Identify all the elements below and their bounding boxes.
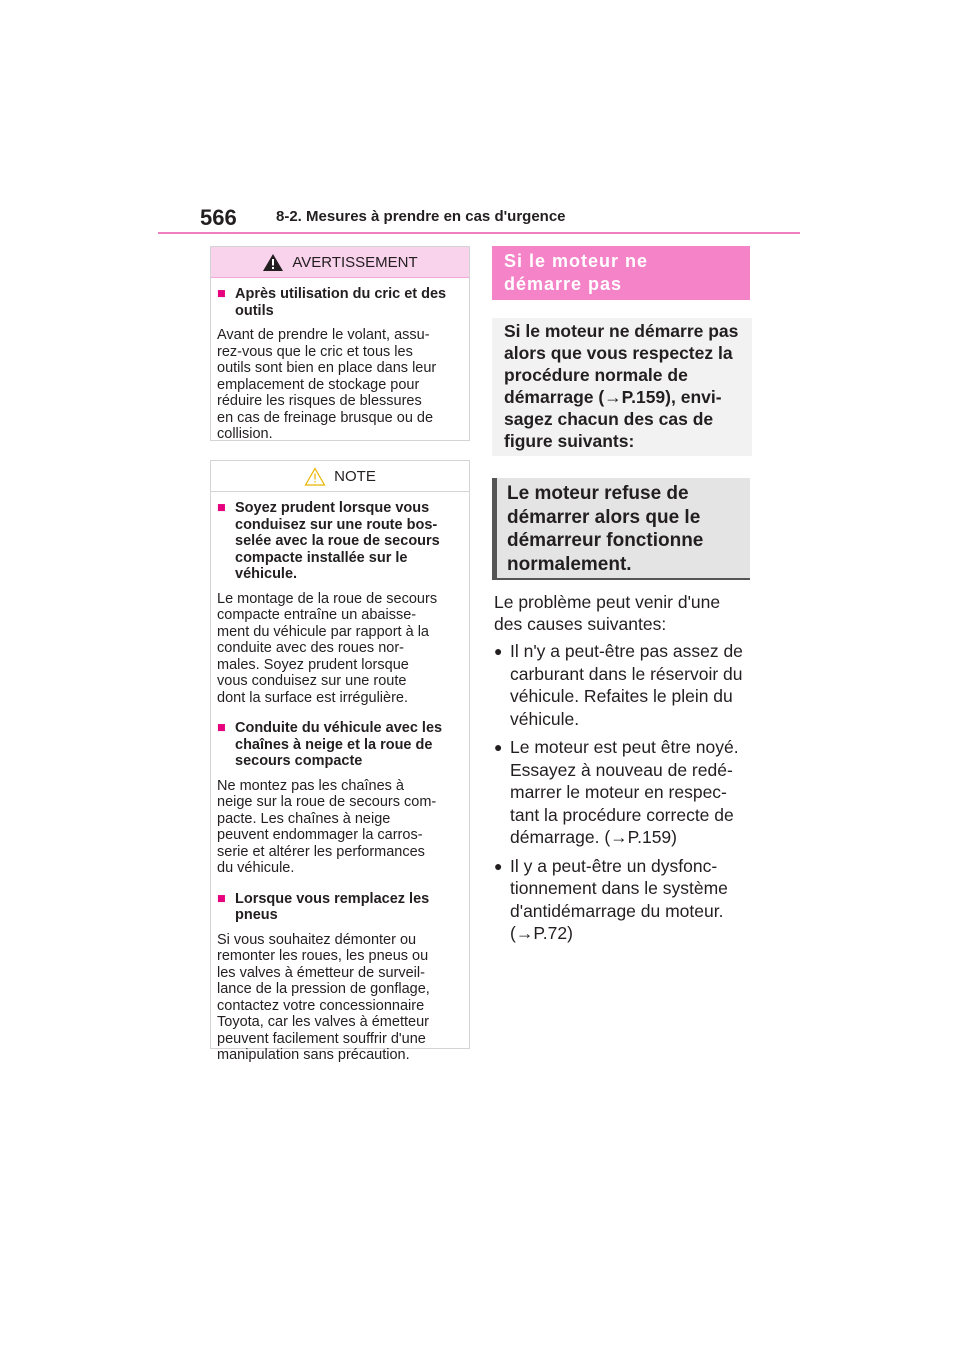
note-item-title: ■ Soyez prudent lorsque vous conduisez sur une route bos-selée avec la roue de secours compacte installée sur le véhicule. — [217, 500, 463, 583]
section-heading-text: Si le moteur ne démarre pas — [504, 251, 649, 294]
note-body — [211, 492, 469, 1064]
note-item-text: Si vous souhaitez démonter ou remonter les roues, les pneus ou les valves à émetteur de surveil- lance de la pression de gonflage, contactez votre concessionnaire Toyota, car les valves à émetteur peuvent facilement souffrir d'une manipulation sans précaution. — [217, 931, 430, 1063]
note-item-title: ■ Conduite du véhicule avec les chaînes à neige et la roue de secours compacte — [217, 720, 463, 770]
note-header — [211, 461, 469, 492]
page-header — [158, 200, 800, 234]
cause-list — [494, 640, 756, 951]
section-title: 8-2. Mesures à prendre en cas d'urgence — [276, 208, 566, 225]
warning-body — [211, 278, 469, 443]
note-item-text: Ne montez pas les chaînes à neige sur la roue de secours com- pacte. Les chaînes à neige peuvent endommager la carros- serie et altérer les performances du véhicule. — [217, 777, 437, 876]
sub-heading — [492, 478, 750, 580]
page-number: 566 — [200, 205, 237, 230]
sub-heading-text: Le moteur refuse de démarrer alors que le démarreur fonctionne normalement. — [507, 483, 704, 575]
warning-label: AVERTISSEMENT — [292, 253, 418, 271]
note-box — [210, 460, 470, 1063]
list-item: ● Le moteur est peut être noyé. Essayez à nouveau de redé- marrer le moteur en respec- tant la procédure correcte de démarrage. (→P.159) — [494, 736, 756, 849]
section-heading — [492, 246, 750, 300]
list-item: ● Il n'y a peut-être pas assez de carburant dans le réservoir du véhicule. Refaites le plein du véhicule. — [494, 640, 756, 730]
warning-item-text: Avant de prendre le volant, assu- rez-vous que le cric et tous les outils sont bien en place dans leur emplacement de stockage pour réduire les risques de blessures en cas de freinage brusque ou de collision. — [217, 327, 437, 442]
warning-box — [210, 246, 470, 441]
cause-intro: Le problème peut venir d'une des causes suivantes: — [494, 592, 721, 634]
header-rule — [158, 232, 800, 234]
caution-triangle-icon — [304, 467, 326, 486]
intro-box — [492, 318, 752, 456]
note-item-title: ■ Lorsque vous remplacez les pneus — [217, 891, 463, 924]
intro-text: Si le moteur ne démarre pas alors que vous respectez la procédure normale de démarrage (→P.159), envi- sagez chacun des cas de figure suivants: — [504, 321, 739, 451]
note-label: NOTE — [334, 467, 376, 485]
warning-triangle-icon — [262, 253, 284, 272]
list-item: ● Il y a peut-être un dysfonc- tionnement dans le système d'antidémarrage du moteur. (→P.72) — [494, 855, 756, 945]
warning-header — [211, 247, 469, 278]
warning-item-title: ■ Après utilisation du cric et des outils — [217, 286, 463, 319]
note-item-text: Le montage de la roue de secours compacte entraîne un abaisse- ment du véhicule par rapport à la conduite avec des roues nor- males. Soyez prudent lorsque vous conduisez sur une route dont la surface est irrégulière. — [217, 590, 438, 706]
